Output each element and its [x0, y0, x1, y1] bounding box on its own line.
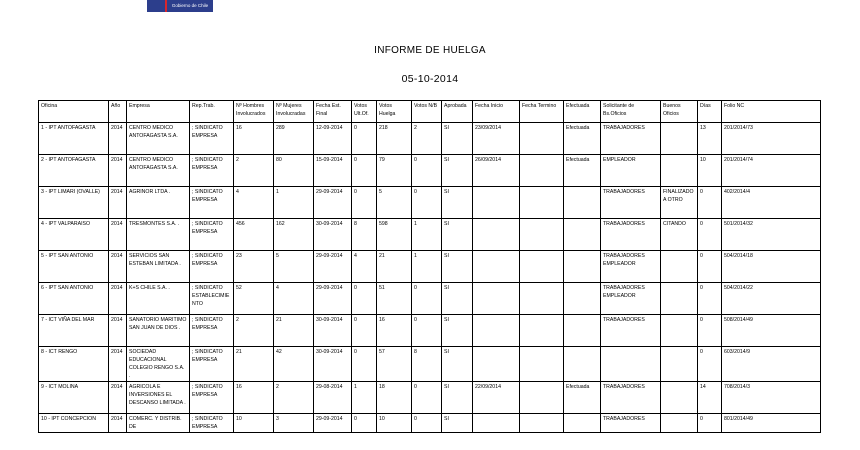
cell-rep-trab: ; SINDICATO EMPRESA [190, 382, 234, 414]
cell-fecha-final: 12-09-2014 [314, 123, 352, 155]
cell-rep-trab: ; SINDICATO EMPRESA [190, 123, 234, 155]
column-header: Nº Hombres Involucrados [234, 101, 274, 123]
cell-solicitante: TRABAJADORES [601, 187, 661, 219]
cell-oficina: 8 - ICT RENGO [39, 347, 109, 382]
table-row [39, 155, 821, 187]
cell-solicitante: EMPLEADOR [601, 155, 661, 187]
cell-ano: 2014 [109, 123, 127, 155]
cell-fecha-termino [520, 347, 564, 382]
table-row [39, 187, 821, 219]
cell-solicitante: TRABAJADORES [601, 315, 661, 347]
cell-fecha-termino [520, 251, 564, 283]
cell-hombres: 16 [234, 382, 274, 414]
cell-buenos-oficios [661, 315, 698, 347]
cell-oficina: 6 - IPT SAN ANTONIO [39, 283, 109, 315]
cell-votos-huelga: 79 [377, 155, 412, 187]
cell-votos-nb: 0 [412, 315, 442, 347]
cell-dias: 13 [698, 123, 722, 155]
cell-empresa: TRESMONTES S.A. . [127, 219, 190, 251]
cell-fecha-inicio [473, 347, 520, 382]
cell-efectuada [564, 315, 601, 347]
cell-votos-nb: 2 [412, 123, 442, 155]
cell-fecha-final: 30-09-2014 [314, 219, 352, 251]
cell-ano: 2014 [109, 414, 127, 433]
cell-folio: 801/2014/49 [722, 414, 821, 433]
cell-votos-ult: 0 [352, 347, 377, 382]
column-header: Fecha Inicio [473, 101, 520, 123]
cell-aprobada: SI [442, 187, 473, 219]
cell-dias: 10 [698, 155, 722, 187]
cell-hombres: 10 [234, 414, 274, 433]
cell-votos-nb: 1 [412, 219, 442, 251]
cell-buenos-oficios [661, 283, 698, 315]
cell-hombres: 23 [234, 251, 274, 283]
cell-fecha-final: 29-09-2014 [314, 414, 352, 433]
cell-votos-huelga: 21 [377, 251, 412, 283]
cell-fecha-final: 29-09-2014 [314, 251, 352, 283]
cell-efectuada [564, 414, 601, 433]
cell-empresa: CENTRO MEDICO ANTOFAGASTA S.A. [127, 155, 190, 187]
column-header: Votos Ult.Of. [352, 101, 377, 123]
table-row [39, 123, 821, 155]
cell-hombres: 4 [234, 187, 274, 219]
cell-mujeres: 2 [274, 382, 314, 414]
cell-fecha-inicio: 23/09/2014 [473, 123, 520, 155]
cell-votos-ult: 0 [352, 123, 377, 155]
cell-fecha-termino [520, 382, 564, 414]
cell-oficina: 3 - IPT LIMARI (OVALLE) [39, 187, 109, 219]
cell-efectuada: Efectuada [564, 123, 601, 155]
cell-ano: 2014 [109, 382, 127, 414]
cell-hombres: 2 [234, 315, 274, 347]
cell-hombres: 21 [234, 347, 274, 382]
cell-fecha-inicio [473, 315, 520, 347]
cell-mujeres: 162 [274, 219, 314, 251]
cell-efectuada: Efectuada [564, 155, 601, 187]
cell-ano: 2014 [109, 347, 127, 382]
report-date: 05-10-2014 [401, 73, 459, 85]
column-header: Año [109, 101, 127, 123]
cell-oficina: 2 - IPT ANTOFAGASTA [39, 155, 109, 187]
cell-oficina: 1 - IPT ANTOFAGASTA [39, 123, 109, 155]
cell-folio: 708/2014/3 [722, 382, 821, 414]
cell-hombres: 52 [234, 283, 274, 315]
cell-aprobada: SI [442, 283, 473, 315]
table-row [39, 251, 821, 283]
table-body [39, 123, 821, 433]
logo-flag-stripe [147, 0, 165, 12]
cell-rep-trab: ; SINDICATO EMPRESA [190, 155, 234, 187]
cell-folio: 603/2014/9 [722, 347, 821, 382]
cell-efectuada [564, 187, 601, 219]
cell-empresa: K+S CHILE S.A. . [127, 283, 190, 315]
cell-solicitante: TRABAJADORES [601, 123, 661, 155]
table-row [39, 414, 821, 433]
cell-votos-nb: 0 [412, 187, 442, 219]
cell-hombres: 456 [234, 219, 274, 251]
cell-rep-trab: ; SINDICATO EMPRESA [190, 187, 234, 219]
cell-dias: 0 [698, 187, 722, 219]
cell-empresa: SERVICIOS SAN ESTEBAN LIMITADA . [127, 251, 190, 283]
cell-hombres: 2 [234, 155, 274, 187]
cell-votos-ult: 8 [352, 219, 377, 251]
cell-efectuada [564, 347, 601, 382]
cell-buenos-oficios: FINALIZADO A OTRO [661, 187, 698, 219]
column-header: Nº Mujeres Involucradas [274, 101, 314, 123]
cell-folio: 504/2014/22 [722, 283, 821, 315]
government-logo [147, 0, 213, 12]
cell-aprobada: SI [442, 123, 473, 155]
cell-fecha-final: 30-09-2014 [314, 347, 352, 382]
cell-oficina: 5 - IPT SAN ANTONIO [39, 251, 109, 283]
column-header: Fecha Est. Final [314, 101, 352, 123]
cell-fecha-inicio: 26/09/2014 [473, 155, 520, 187]
cell-buenos-oficios [661, 155, 698, 187]
cell-empresa: COMERC. Y DISTRIB. DE [127, 414, 190, 433]
cell-efectuada [564, 251, 601, 283]
cell-mujeres: 80 [274, 155, 314, 187]
cell-folio: 201/2014/74 [722, 155, 821, 187]
cell-aprobada: SI [442, 315, 473, 347]
cell-fecha-inicio [473, 414, 520, 433]
cell-dias: 0 [698, 347, 722, 382]
cell-votos-nb: 0 [412, 155, 442, 187]
cell-buenos-oficios [661, 347, 698, 382]
cell-votos-huelga: 18 [377, 382, 412, 414]
cell-ano: 2014 [109, 155, 127, 187]
table-row [39, 219, 821, 251]
cell-aprobada: SI [442, 414, 473, 433]
cell-votos-nb: 0 [412, 283, 442, 315]
cell-aprobada: SI [442, 155, 473, 187]
cell-votos-huelga: 5 [377, 187, 412, 219]
cell-dias: 0 [698, 414, 722, 433]
cell-efectuada [564, 283, 601, 315]
cell-buenos-oficios: CITANDO [661, 219, 698, 251]
cell-empresa: SOCIEDAD EDUCACIONAL COLEGIO RENGO S.A. . [127, 347, 190, 382]
cell-rep-trab: ; SINDICATO ESTABLECIMIENTO [190, 283, 234, 315]
cell-votos-nb: 1 [412, 251, 442, 283]
cell-votos-ult: 0 [352, 414, 377, 433]
cell-rep-trab: ; SINDICATO EMPRESA [190, 414, 234, 433]
cell-oficina: 9 - ICT MOLINA [39, 382, 109, 414]
report-title: INFORME DE HUELGA [374, 45, 486, 56]
cell-efectuada: Efectuada [564, 382, 601, 414]
table-row [39, 315, 821, 347]
cell-mujeres: 4 [274, 283, 314, 315]
cell-empresa: SANATORIO MARITIMO SAN JUAN DE DIOS . [127, 315, 190, 347]
cell-folio: 201/2014/73 [722, 123, 821, 155]
cell-dias: 0 [698, 251, 722, 283]
cell-ano: 2014 [109, 219, 127, 251]
cell-empresa: CENTRO MEDICO ANTOFAGASTA S.A. [127, 123, 190, 155]
cell-empresa: AGRINOR LTDA . [127, 187, 190, 219]
cell-votos-nb: 0 [412, 382, 442, 414]
cell-mujeres: 42 [274, 347, 314, 382]
cell-fecha-termino [520, 155, 564, 187]
cell-aprobada: SI [442, 382, 473, 414]
column-header: Empresa [127, 101, 190, 123]
cell-fecha-final: 29-09-2014 [314, 187, 352, 219]
cell-folio: 402/2014/4 [722, 187, 821, 219]
cell-votos-huelga: 10 [377, 414, 412, 433]
cell-solicitante: TRABAJADORES [601, 414, 661, 433]
cell-folio: 504/2014/18 [722, 251, 821, 283]
cell-votos-nb: 8 [412, 347, 442, 382]
cell-fecha-termino [520, 123, 564, 155]
cell-votos-ult: 1 [352, 382, 377, 414]
cell-rep-trab: ; SINDICATO EMPRESA [190, 219, 234, 251]
cell-buenos-oficios [661, 414, 698, 433]
cell-ano: 2014 [109, 315, 127, 347]
cell-solicitante [601, 347, 661, 382]
cell-oficina: 10 - IPT CONCEPCION [39, 414, 109, 433]
cell-buenos-oficios [661, 251, 698, 283]
cell-votos-ult: 0 [352, 283, 377, 315]
cell-fecha-termino [520, 315, 564, 347]
cell-dias: 0 [698, 283, 722, 315]
cell-votos-ult: 0 [352, 315, 377, 347]
column-header: Folio NC [722, 101, 821, 123]
cell-aprobada: SI [442, 347, 473, 382]
cell-rep-trab: ; SINDICATO EMPRESA [190, 347, 234, 382]
table-row [39, 347, 821, 382]
cell-rep-trab: ; SINDICATO EMPRESA [190, 251, 234, 283]
cell-fecha-termino [520, 414, 564, 433]
cell-fecha-termino [520, 283, 564, 315]
table-header-row [39, 101, 821, 123]
cell-votos-huelga: 598 [377, 219, 412, 251]
table-row [39, 382, 821, 414]
cell-solicitante: TRABAJADORES EMPLEADOR [601, 251, 661, 283]
cell-aprobada: SI [442, 251, 473, 283]
cell-oficina: 4 - IPT VALPARAISO [39, 219, 109, 251]
cell-hombres: 16 [234, 123, 274, 155]
column-header: Oficina [39, 101, 109, 123]
cell-fecha-final: 29-08-2014 [314, 382, 352, 414]
cell-solicitante: TRABAJADORES [601, 382, 661, 414]
column-header: Buenos Oficios [661, 101, 698, 123]
column-header: Fecha Termino [520, 101, 564, 123]
column-header: Aprobada [442, 101, 473, 123]
cell-folio: 501/2014/32 [722, 219, 821, 251]
cell-mujeres: 21 [274, 315, 314, 347]
column-header: Efectuada [564, 101, 601, 123]
cell-solicitante: TRABAJADORES [601, 219, 661, 251]
column-header: Solicitante de Bs.Oficios [601, 101, 661, 123]
cell-ano: 2014 [109, 251, 127, 283]
cell-votos-ult: 0 [352, 155, 377, 187]
cell-fecha-inicio [473, 251, 520, 283]
cell-rep-trab: ; SINDICATO EMPRESA [190, 315, 234, 347]
cell-fecha-inicio [473, 187, 520, 219]
table-row [39, 283, 821, 315]
cell-votos-huelga: 16 [377, 315, 412, 347]
cell-votos-huelga: 51 [377, 283, 412, 315]
cell-fecha-final: 29-09-2014 [314, 283, 352, 315]
cell-votos-ult: 4 [352, 251, 377, 283]
cell-buenos-oficios [661, 382, 698, 414]
cell-votos-ult: 0 [352, 187, 377, 219]
column-header: Votos N/B [412, 101, 442, 123]
cell-fecha-inicio: 22/09/2014 [473, 382, 520, 414]
cell-solicitante: TRABAJADORES EMPLEADOR [601, 283, 661, 315]
cell-fecha-termino [520, 219, 564, 251]
cell-fecha-final: 15-09-2014 [314, 155, 352, 187]
cell-empresa: AGRICOLA E INVERSIONES EL DESCANSO LIMITADA . [127, 382, 190, 414]
cell-fecha-inicio [473, 283, 520, 315]
cell-mujeres: 289 [274, 123, 314, 155]
cell-votos-huelga: 57 [377, 347, 412, 382]
cell-folio: 508/2014/49 [722, 315, 821, 347]
cell-fecha-termino [520, 187, 564, 219]
logo-text: Gobierno de Chile [165, 0, 213, 12]
cell-dias: 0 [698, 219, 722, 251]
cell-ano: 2014 [109, 187, 127, 219]
column-header: Votos Huelga [377, 101, 412, 123]
cell-mujeres: 3 [274, 414, 314, 433]
cell-votos-nb: 0 [412, 414, 442, 433]
column-header: Rep.Trab. [190, 101, 234, 123]
cell-votos-huelga: 218 [377, 123, 412, 155]
cell-mujeres: 5 [274, 251, 314, 283]
strike-report-table [38, 100, 821, 433]
cell-buenos-oficios [661, 123, 698, 155]
cell-oficina: 7 - ICT VIÑA DEL MAR [39, 315, 109, 347]
cell-dias: 14 [698, 382, 722, 414]
cell-fecha-inicio [473, 219, 520, 251]
cell-mujeres: 1 [274, 187, 314, 219]
cell-dias: 0 [698, 315, 722, 347]
cell-ano: 2014 [109, 283, 127, 315]
cell-efectuada [564, 219, 601, 251]
cell-aprobada: SI [442, 219, 473, 251]
column-header: Días [698, 101, 722, 123]
cell-fecha-final: 30-09-2014 [314, 315, 352, 347]
